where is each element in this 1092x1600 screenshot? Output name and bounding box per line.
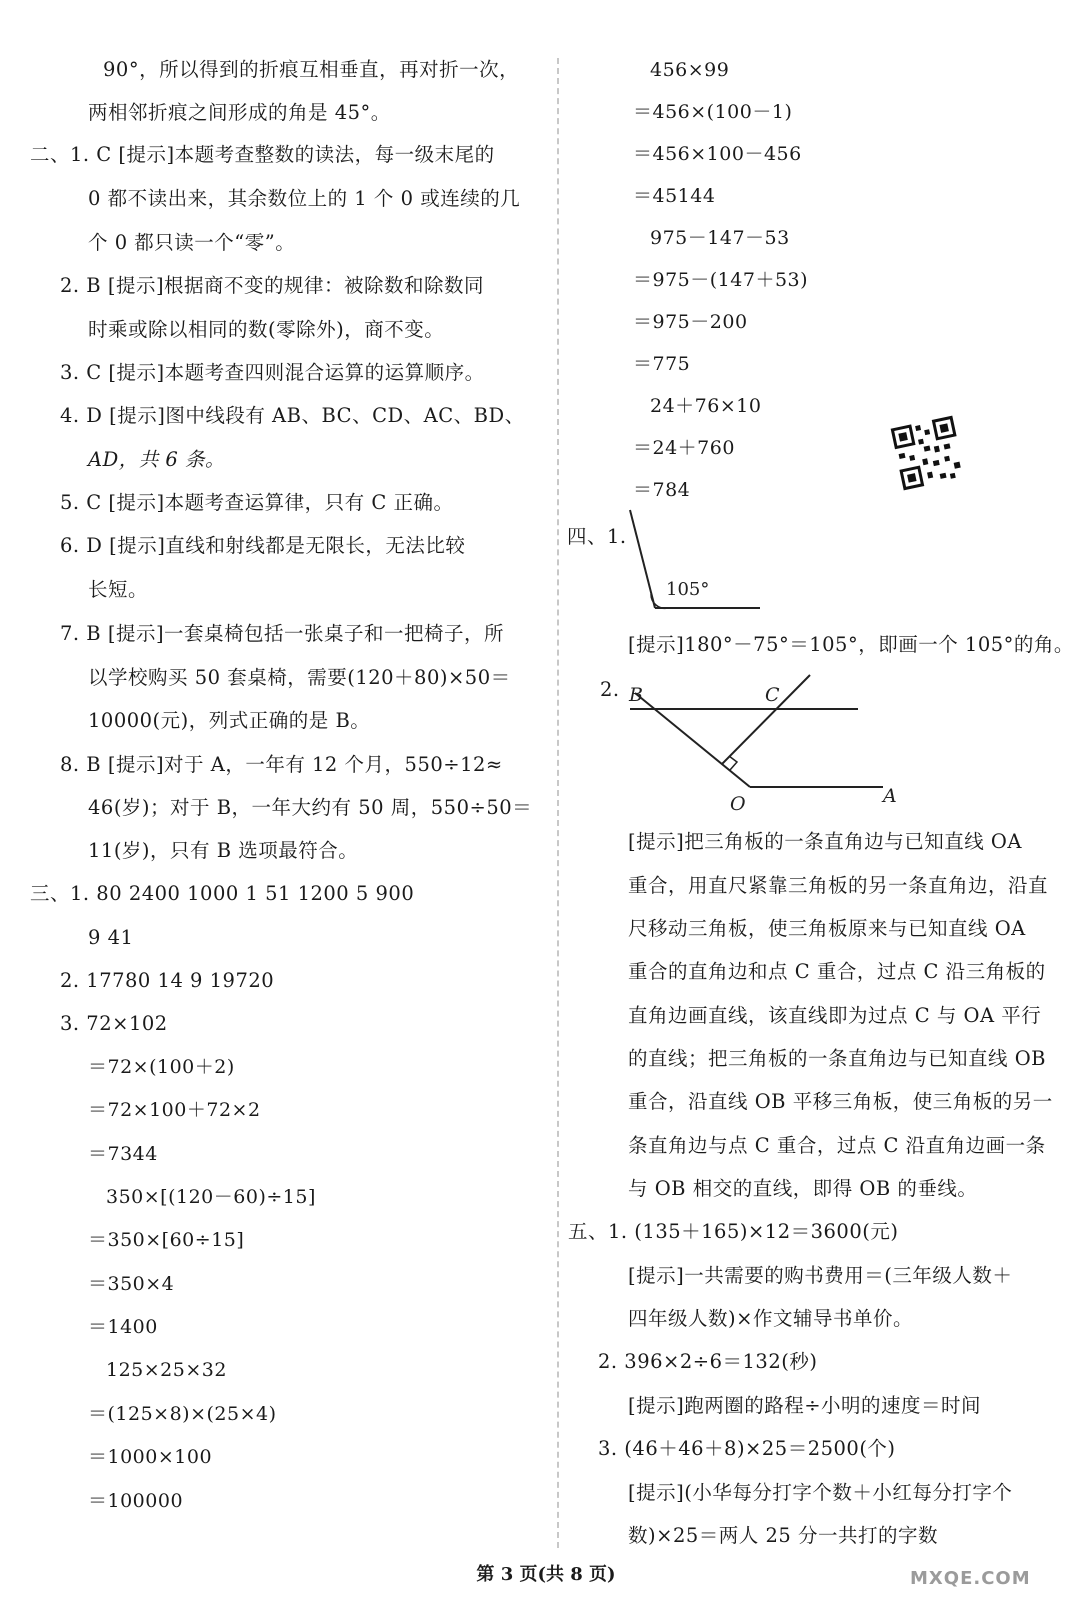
text-line: 以学校购买 50 套桌椅，需要(120＋80)×50＝ (88, 666, 511, 689)
section-2-q1: 二、1. C [提示]本题考查整数的读法，每一级末尾的 (30, 143, 495, 166)
hint-5-3: [提示](小华每分打字个数＋小红每分打字个 (628, 1481, 1013, 1504)
text-line: 数)×25＝两人 25 分一共打的字数 (628, 1524, 938, 1547)
text-line: 9 41 (88, 926, 134, 949)
calc-step: ＝456×100－456 (633, 143, 802, 165)
section-5-q3: 3. (46＋46＋8)×25＝2500(个) (598, 1437, 896, 1460)
calc-step: ＝(125×8)×(25×4) (88, 1403, 277, 1425)
text-line: 重合，沿直线 OB 平移三角板，使三角板的另一 (628, 1090, 1053, 1113)
text-line: 与 OB 相交的直线，即得 OB 的垂线。 (628, 1177, 978, 1200)
calc-step: ＝24＋760 (633, 437, 735, 459)
section-2-q4: 4. D [提示]图中线段有 AB、BC、CD、AC、BD、 (60, 404, 525, 427)
angle-label: 105° (666, 579, 710, 600)
text-line: 10000(元)，列式正确的是 B。 (88, 709, 371, 732)
calc-step: ＝350×[60÷15] (88, 1229, 245, 1251)
calc-step: ＝456×(100－1) (633, 101, 793, 123)
text-line: AD，共 6 条。 (88, 448, 226, 471)
watermark: MXQE.COM (910, 1568, 1031, 1589)
calc-step: ＝350×4 (88, 1273, 175, 1295)
text-line: 条直角边与点 C 重合，过点 C 沿直角边画一条 (628, 1134, 1046, 1157)
hint-4-1: [提示]180°－75°＝105°，即画一个 105°的角。 (628, 633, 1074, 656)
page-number: 第 3 页(共 8 页) (476, 1564, 616, 1585)
calc-step: ＝975－200 (633, 311, 748, 333)
text-line: 尺移动三角板，使三角板原来与已知直线 OA (628, 917, 1026, 940)
text-line: 90°，所以得到的折痕互相垂直，再对折一次， (103, 58, 520, 81)
text-line: 重合，用直尺紧靠三角板的另一条直角边，沿直 (628, 874, 1049, 897)
text-line: 的直线；把三角板的一条直角边与已知直线 OB (628, 1047, 1047, 1070)
calc-step: ＝100000 (88, 1490, 184, 1512)
text-line: 11(岁)，只有 B 选项最符合。 (88, 839, 359, 862)
section-2-q6: 6. D [提示]直线和射线都是无限长，无法比较 (60, 534, 466, 557)
hint-4-2: [提示]把三角板的一条直角边与已知直线 OA (628, 830, 1022, 853)
text-line: 直角边画直线，该直线即为过点 C 与 OA 平行 (628, 1004, 1042, 1027)
hint-5-1: [提示]一共需要的购书费用＝(三年级人数＋ (628, 1264, 1013, 1287)
section-3-q1: 三、1. 80 2400 1000 1 51 1200 5 900 (30, 882, 415, 905)
angle-105-figure (620, 505, 765, 620)
calc-step: ＝7344 (88, 1143, 158, 1165)
calc-step: ＝72×100＋72×2 (88, 1099, 261, 1121)
calc-step: ＝45144 (633, 185, 716, 207)
text-line: 重合的直角边和点 C 重合，过点 C 沿三角板的 (628, 960, 1046, 983)
column-divider (557, 58, 559, 1548)
calc-step: ＝1400 (88, 1316, 158, 1338)
section-2-q3: 3. C [提示]本题考查四则混合运算的运算顺序。 (60, 361, 485, 384)
hint-5-2: [提示]跑两圈的路程÷小明的速度＝时间 (628, 1394, 982, 1417)
section-2-q7: 7. B [提示]一套桌椅包括一张桌子和一把椅子，所 (60, 622, 505, 645)
point-a-label: A (883, 785, 897, 807)
section-3-q3: 3. 72×102 (60, 1012, 168, 1035)
text-line: 四年级人数)×作文辅导书单价。 (628, 1307, 913, 1330)
calc-step: ＝975－(147＋53) (633, 269, 809, 291)
text-line: 0 都不读出来，其余数位上的 1 个 0 或连续的几 (88, 187, 521, 210)
calc-step: 456×99 (650, 59, 730, 81)
section-4-q2: 2. (600, 678, 620, 701)
calc-step: ＝72×(100＋2) (88, 1056, 235, 1078)
point-b-label: B (629, 684, 643, 706)
section-4-q1: 四、1. (567, 525, 627, 548)
calc-step: ＝775 (633, 353, 691, 375)
calc-step: ＝1000×100 (88, 1446, 213, 1468)
section-2-q2: 2. B [提示]根据商不变的规律：被除数和除数同 (60, 274, 485, 297)
calc-step: 975－147－53 (650, 227, 790, 249)
section-2-q5: 5. C [提示]本题考查运算律，只有 C 正确。 (60, 491, 454, 514)
parallel-perpendicular-figure (625, 670, 897, 815)
section-3-q2: 2. 17780 14 9 19720 (60, 969, 275, 992)
point-c-label: C (765, 684, 780, 706)
text-line: 时乘或除以相同的数(零除外)，商不变。 (88, 318, 445, 341)
text-line: 两相邻折痕之间形成的角是 45°。 (88, 101, 391, 124)
qr-code-icon (889, 414, 967, 492)
text-line: 个 0 都只读一个“零”。 (88, 231, 296, 254)
text-line: 46(岁)；对于 B，一年大约有 50 周，550÷50＝ (88, 796, 533, 819)
text-line: 长短。 (88, 578, 149, 601)
calc-step: 125×25×32 (106, 1359, 227, 1381)
section-5-q1: 五、1. (135＋165)×12＝3600(元) (568, 1220, 899, 1243)
section-5-q2: 2. 396×2÷6＝132(秒) (598, 1350, 818, 1373)
calc-step: ＝784 (633, 479, 691, 501)
point-o-label: O (730, 793, 746, 815)
calc-step: 24＋76×10 (650, 395, 762, 417)
calc-step: 350×[(120－60)÷15] (106, 1186, 316, 1208)
section-2-q8: 8. B [提示]对于 A，一年有 12 个月，550÷12≈ (60, 753, 503, 776)
